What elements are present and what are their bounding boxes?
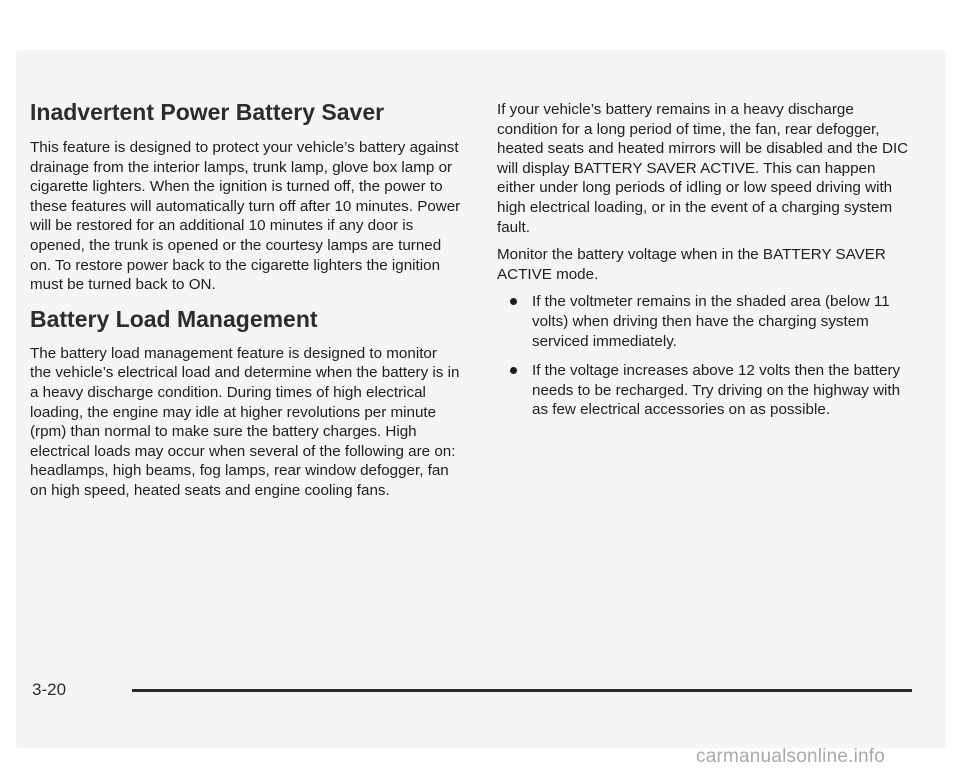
list-item: [497, 361, 917, 420]
heading-inadvertent-power-battery-saver: Inadvertent Power Battery Saver: [30, 99, 385, 125]
list-item-text: If the voltage increases above 12 volts then the battery needs to be recharged. Try driving on the highway with as few electrical accessories on as possible.: [532, 362, 901, 419]
bullet-dot-icon: [510, 298, 517, 305]
footer-divider: [132, 689, 912, 692]
bullet-dot-icon: [510, 367, 517, 374]
manual-page: [16, 50, 946, 748]
paragraph-battery-saver-description: This feature is designed to protect your vehicle’s battery against drainage from the interior lamps, trunk lamp, glove box lamp or cigarette lighters. When the ignition is turned off, the power to these features will automatically turn off after 10 minutes. Power will be restored for an additional 10 minutes if any door is opened, the trunk is opened or the courtesy lamps are turned on. To restore power back to the cigarette lighters the ignition must be turned back to ON.: [30, 139, 461, 294]
bullet-list: [497, 292, 917, 420]
left-column: [30, 98, 462, 501]
list-item-text: If the voltmeter remains in the shaded area (below 11 volts) when driving then have the charging system serviced immediately.: [532, 293, 890, 350]
list-item: [497, 292, 917, 351]
heading-battery-load-management: Battery Load Management: [30, 305, 318, 332]
watermark-text: carmanualsonline.info: [696, 746, 886, 767]
page-number: 3-20: [32, 680, 67, 699]
right-column: [497, 100, 917, 430]
paragraph-heavy-discharge: If your vehicle’s battery remains in a heavy discharge condition for a long period of time, the fan, rear defogger, heated seats and heated mirrors will be disabled and the DIC will display BATTERY SAVER ACTIVE. This can happen either under long periods of idling or low speed driving with high electrical loading, or in the event of a charging system fault.: [497, 101, 909, 236]
paragraph-load-management-description: The battery load management feature is designed to monitor the vehicle’s electrical load and determine when the battery is in a heavy discharge condition. During times of high electrical loading, the engine may idle at higher revolutions per minute (rpm) than normal to make sure the battery charges. High electrical loads may occur when several of the following are on: headlamps, high beams, fog lamps, rear window defogger, fan on high speed, heated seats and engine cooling fans.: [30, 344, 460, 499]
paragraph-monitor-voltage: Monitor the battery voltage when in the BATTERY SAVER ACTIVE mode.: [497, 246, 886, 283]
